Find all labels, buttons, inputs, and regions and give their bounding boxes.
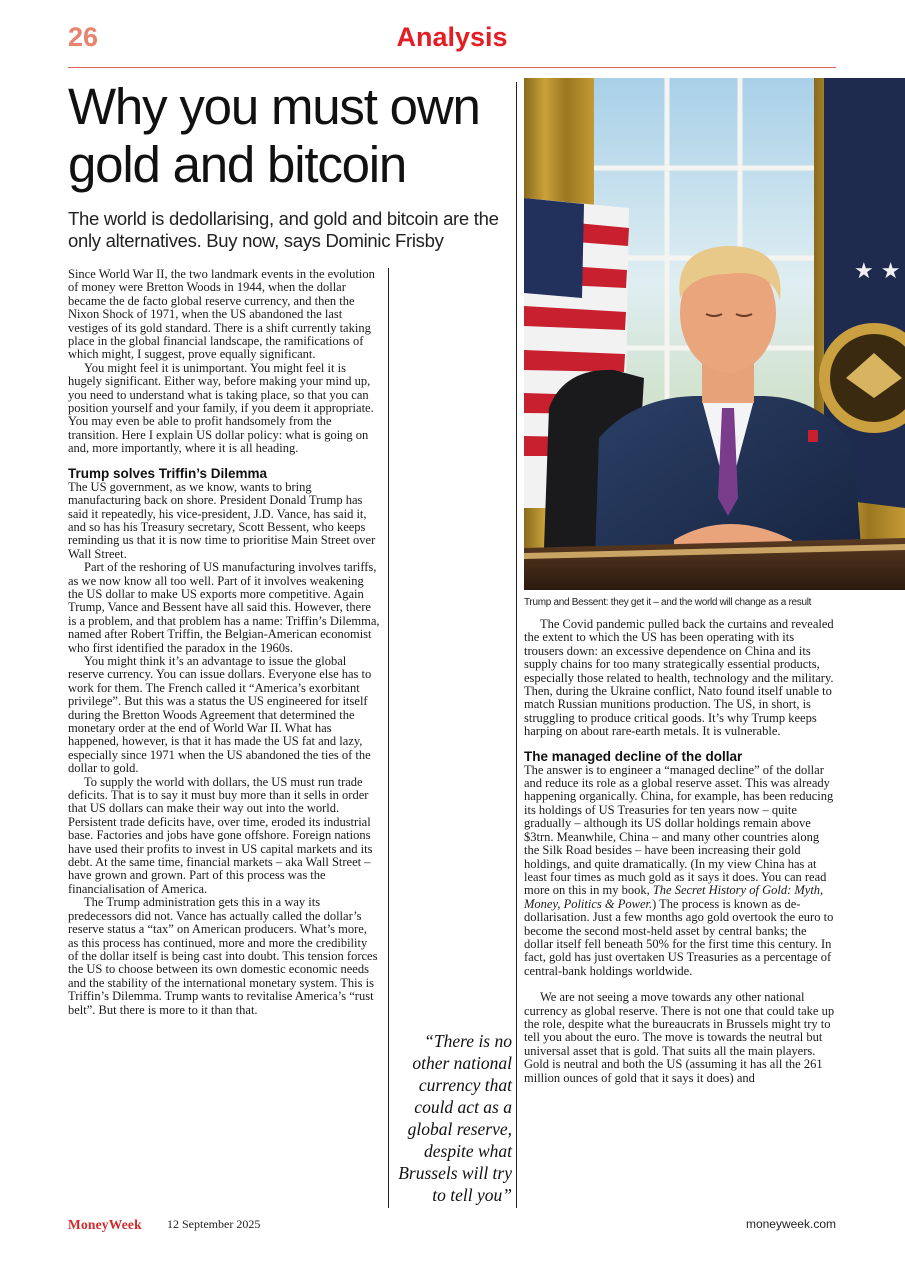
- body-paragraph: You might think it’s an advantage to issue the global reserve currency. You can issue dollars. Everyone else has to work for them. The French called it “America’s exorbitant privilege”. But this was a status the US engineered for itself during the Bretton Woods Agreement that determined the monetary order at the end of World War II. What has happened, however, is that it has made the US fat and lazy, especially since 1971 when the US abandoned the ties of the dollar to gold.: [68, 653, 372, 776]
- body-paragraph: The Trump administration gets this in a way its predecessors did not. Vance has actually called the dollar’s reserve status a “tax” on American producers. What’s more, as this process has continued, more and more the credibility of the dollar itself is being cast into doubt. This tension forces the US to choose between its own domestic economic needs and the stability of the international monetary system. This is Triffin’s Dilemma. Trump wants to revitalise America’s “rust belt”. But there is more to it than that.: [68, 895, 378, 1017]
- photo-caption: Trump and Bessent: they get it – and the world will change as a result: [524, 597, 812, 608]
- footer-site: moneyweek.com: [745, 1217, 836, 1231]
- body-paragraph: Since World War II, the two landmark events in the evolution of money were Bretton Woods in 1944, when the dollar became the de facto global reserve currency, and then the Nixon Shock of 1971, when the US abandoned the last vestiges of its gold standard. There is a shift currently taking place in the global financial landscape, the ramifications of which might, I suggest, prove equally significant.: [68, 267, 375, 362]
- book-title: The Secret History of Gold: Myth, Money, Politics & Power.: [524, 883, 824, 911]
- headline: Why you must own gold and bitcoin: [68, 78, 480, 193]
- footer-date: 12 September 2025: [167, 1217, 261, 1231]
- article-photo: [524, 78, 905, 590]
- column-divider: [388, 268, 389, 1208]
- body-paragraph: The Covid pandemic pulled back the curtains and revealed the extent to which the US has been operating with its trousers down: an excessive dependence on China and its supply chains for too many strategically essential products, especially those related to health, technology and the military. Then, during the Ukraine conflict, Nato found itself unable to match Russian munitions production. The US, in short, is struggling to produce critical goods. It’s why Trump keeps harping on about rare-earth metals. It is vulnerable.: [524, 617, 834, 739]
- svg-text:★ ★: ★ ★: [854, 259, 901, 284]
- column-divider: [516, 82, 517, 1208]
- page-header: [68, 22, 836, 68]
- subheading-managed-decline: The managed decline of the dollar: [524, 748, 743, 764]
- page-number: 26: [68, 22, 99, 52]
- body-paragraph: We are not seeing a move towards any other national currency as global reserve. There is not one that could take up the role, despite what the bureaucrats in Brussels might try to tell you about the euro. The move is towards the neutral but universal asset that is gold. That suits all the main players. Gold is neutral and both the US (assuming it has all the 261 million ounces of gold that it says it does) and: [524, 990, 835, 1085]
- body-paragraph: You might feel it is unimportant. You might feel it is hugely significant. Either way, before making your mind up, you need to understand what is taking place, so that you can position yourself and your family, if you deem it appropriate. You may even be able to profit handsomely from the transition. Here I explain US dollar policy: what is going on and, more importantly, where it is all heading.: [68, 360, 374, 456]
- body-paragraph: [524, 764, 836, 979]
- body-paragraph: To supply the world with dollars, the US must run trade deficits. That is to say it must buy more than it sells in order that US dollars can make their way out into the world. Persistent trade deficits have, over time, eroded its industrial base. Factories and jobs have gone offshore. Foreign nations have used their profits to invest in US capital markets and its debt. At the same time, financial markets – aka Wall Street – have grown and grown. Part of this process was the financialisation of America.: [68, 774, 373, 896]
- photo-illustration: [524, 78, 905, 590]
- standfirst: The world is dedollarising, and gold and bitcoin are the only alternatives. Buy now, says Dominic Frisby: [68, 208, 499, 251]
- section-title: Analysis: [396, 22, 508, 52]
- body-paragraph: The US government, as we know, wants to bring manufacturing back on shore. President Donald Trump has said it repeatedly, his vice-president, J.D. Vance, has said it, and so has his Treasury secretary, Scott Bessent, who keeps reminding us that it is now time to prioritise Main Street over Wall Street.: [68, 479, 376, 561]
- footer-brand-logo: MoneyWeek: [68, 1217, 142, 1232]
- subheading-triffin: Trump solves Triffin’s Dilemma: [68, 465, 268, 481]
- paragraph-text: The answer is to engineer a “managed decline” of the dollar and reduce its role as a global reserve asset. This was already happening organically. China, for example, has been reducing its holdings of US Treasuries for ten years now – quite gradually – although its US dollar holdings remain above $3trn. Meanwhile, China – and many other countries along the Silk Road besides – have been increasing their gold holdings, and quite dramatically. (In my view China has at least four times as much gold as it says it does. You can read more on this in my book,: [524, 762, 834, 898]
- body-paragraph: Part of the reshoring of US manufacturing involves tariffs, as we now know all too well. Part of it involves weakening the US dollar to make US exports more competitive. Again Trump, Vance and Bessent have all said this. However, there is a problem, and that problem has a name: Triffin’s Dilemma, named after Robert Triffin, the Belgian-American economist who first identified the paradox in the 1960s.: [68, 560, 380, 655]
- pull-quote: “There is no other national currency that could act as a global reserve, despite what Brussels will try to tell you”: [398, 1031, 512, 1205]
- paragraph-text: ) The process is known as de-dollarisation. Just a few months ago gold overtook the euro to become the second most-held asset by central banks; the dollar itself fell beneath 50% for the first time this century. In fact, gold has just overtaken US Treasuries as a percentage of central-bank holdings worldwide.: [524, 896, 834, 978]
- right-column: [524, 618, 836, 1085]
- left-column: [68, 268, 380, 1017]
